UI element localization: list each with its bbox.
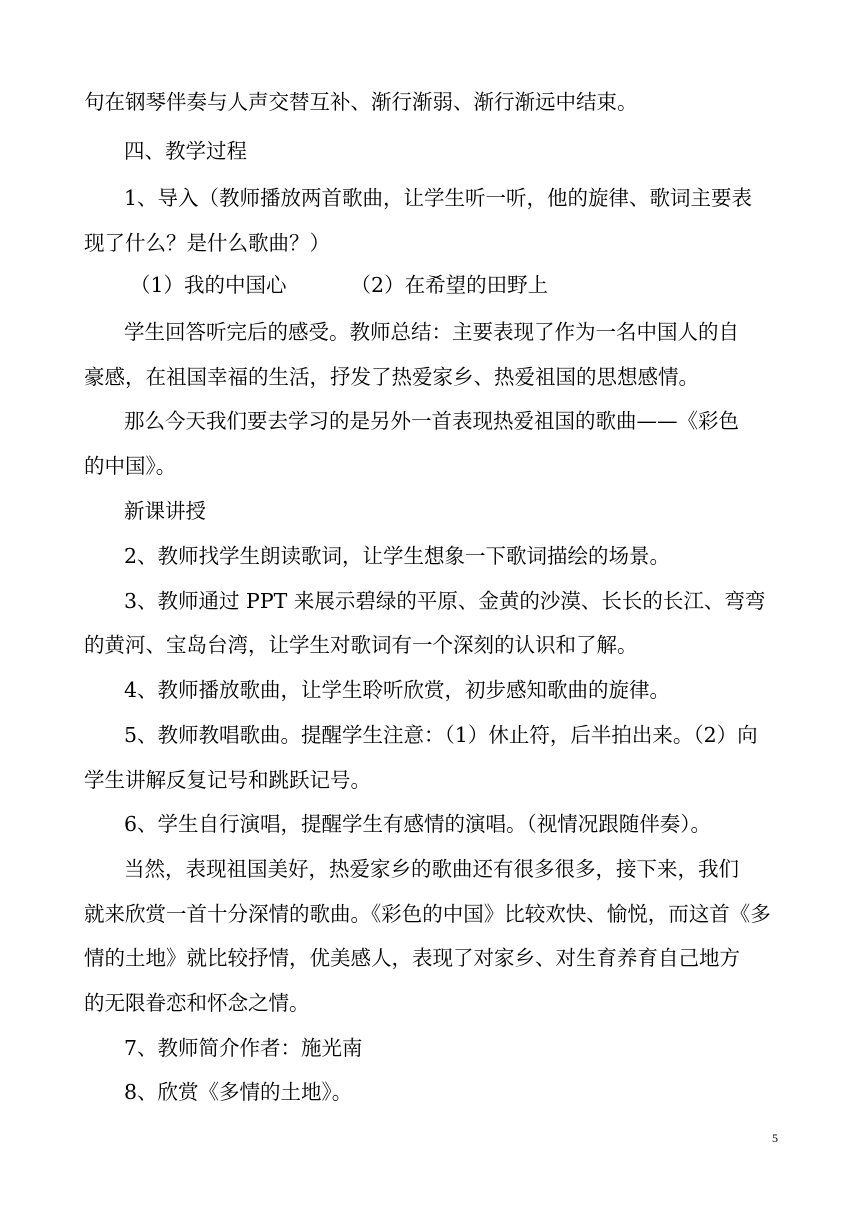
paragraph-line: 3、教师通过 PPT 来展示碧绿的平原、金黄的沙漠、长长的长江、弯弯 xyxy=(124,589,766,613)
song-item: （1）我的中国心 xyxy=(130,273,287,297)
paragraph-line: 5、教师教唱歌曲。提醒学生注意：（1）休止符，后半拍出来。（2）向 xyxy=(124,723,758,747)
song-item: （2）在希望的田野上 xyxy=(350,273,549,297)
paragraph-line: 学生回答听完后的感受。教师总结：主要表现了作为一名中国人的自 xyxy=(124,320,739,344)
paragraph-line: 8、欣赏《多情的土地》。 xyxy=(124,1080,353,1104)
paragraph-line: 1、导入（教师播放两首歌曲，让学生听一听，他的旋律、歌词主要表 xyxy=(124,186,753,210)
paragraph-line: 7、教师简介作者：施光南 xyxy=(124,1036,363,1060)
page-number: 5 xyxy=(772,1131,778,1145)
paragraph-line: 情的土地》就比较抒情，优美感人，表现了对家乡、对生育养育自己地方 xyxy=(84,946,740,970)
paragraph-line: 就来欣赏一首十分深情的歌曲。《彩色的中国》比较欢快、愉悦，而这首《多 xyxy=(84,902,771,926)
paragraph-line: 豪感，在祖国幸福的生活，抒发了热爱家乡、热爱祖国的思想感情。 xyxy=(84,365,699,389)
paragraph-line: 现了什么？是什么歌曲？） xyxy=(84,231,330,255)
paragraph-line: 6、学生自行演唱，提醒学生有感情的演唱。（视情况跟随伴奏）。 xyxy=(124,812,712,836)
paragraph-line: 的中国》。 xyxy=(84,454,177,478)
section-heading: 四、教学过程 xyxy=(124,139,247,163)
paragraph-line: 4、教师播放歌曲，让学生聆听欣赏，初步感知歌曲的旋律。 xyxy=(124,678,671,702)
song-list xyxy=(130,271,548,299)
paragraph-line: 句在钢琴伴奏与人声交替互补、渐行渐弱、渐行渐远中结束。 xyxy=(84,90,638,114)
paragraph-line: 当然，表现祖国美好，热爱家乡的歌曲还有很多很多，接下来，我们 xyxy=(124,857,739,881)
paragraph-line: 学生讲解反复记号和跳跃记号。 xyxy=(84,768,371,792)
section-heading: 新课讲授 xyxy=(124,499,206,523)
paragraph-line: 2、教师找学生朗读歌词，让学生想象一下歌词描绘的场景。 xyxy=(124,544,671,568)
paragraph-line: 的无限眷恋和怀念之情。 xyxy=(84,991,310,1015)
paragraph-line: 的黄河、宝岛台湾，让学生对歌词有一个深刻的认识和了解。 xyxy=(84,633,638,657)
paragraph-line: 那么今天我们要去学习的是另外一首表现热爱祖国的歌曲——《彩色 xyxy=(124,409,739,433)
